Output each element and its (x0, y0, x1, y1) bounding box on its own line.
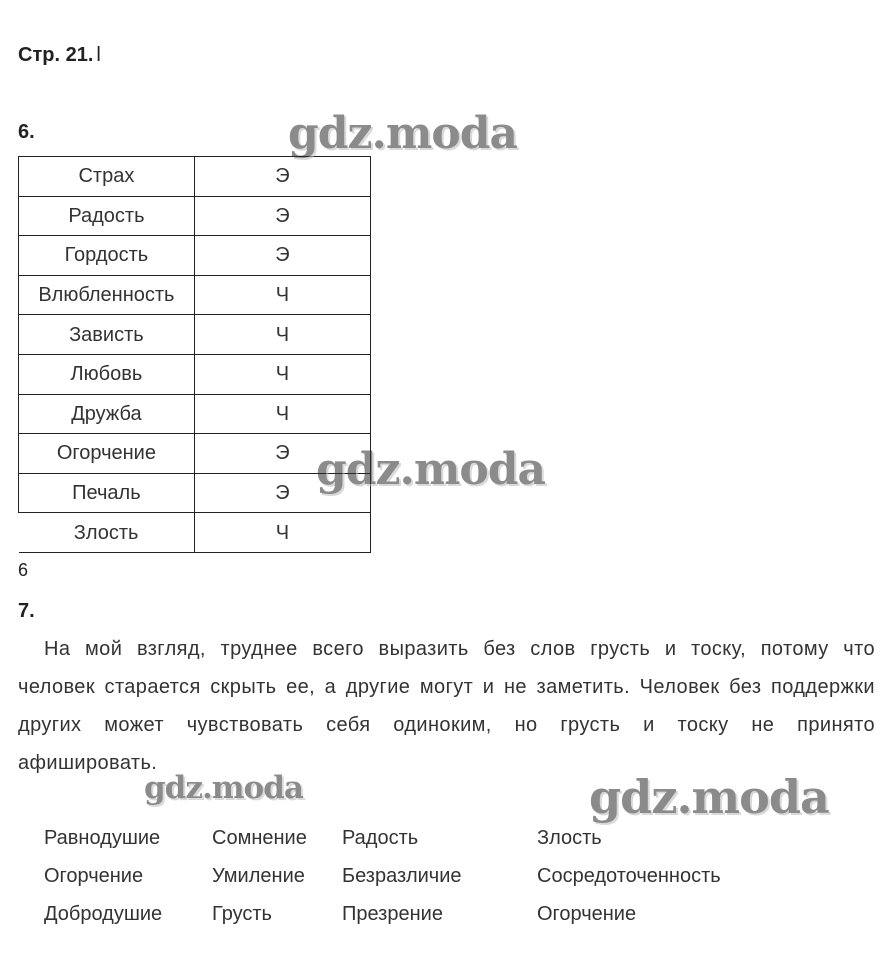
table-row (19, 354, 371, 394)
word-list-item: Радость (342, 827, 419, 849)
emotion-cell: Дружба (19, 394, 195, 434)
stray-character: 6 (18, 560, 29, 580)
answer-paragraph: На мой взгляд, труднее всего выразить без слов грусть и тоску, потому что человек старается скрыть ее, а другие могут и не заметить. Человек без поддержки других может чувствовать себя одиноким, но грусть и тоску не принято афишировать. (18, 638, 875, 774)
watermark: gdz.moda (316, 444, 546, 495)
page-header-trailing-mark: l (96, 44, 101, 66)
emotion-cell: Злость (19, 513, 195, 553)
emotion-cell: Радость (19, 196, 195, 236)
word-list-item: Умиление (212, 865, 305, 887)
emotion-cell: Гордость (19, 236, 195, 276)
watermark: gdz.moda (589, 770, 829, 824)
watermark: gdz.moda (288, 108, 518, 159)
mark-cell: Ч (194, 315, 370, 355)
word-list-item: Грусть (212, 903, 272, 925)
word-list-item: Огорчение (44, 865, 144, 887)
mark-cell: Ч (194, 394, 370, 434)
task-7-number: 7. (18, 600, 35, 622)
mark-cell: Ч (194, 513, 370, 553)
mark-cell: Ч (194, 275, 370, 315)
emotion-cell: Огорчение (19, 434, 195, 474)
word-list-item: Равнодушие (44, 827, 161, 849)
table-row (19, 513, 371, 553)
emotion-cell: Влюбленность (19, 275, 195, 315)
watermark: gdz.moda (144, 770, 303, 806)
task-6-number: 6. (18, 121, 35, 143)
mark-cell: Э (194, 236, 370, 276)
word-list-item: Сомнение (212, 827, 307, 849)
word-list-item: Огорчение (537, 903, 637, 925)
word-list-item: Презрение (342, 903, 443, 925)
table-row (19, 196, 371, 236)
emotion-cell: Зависть (19, 315, 195, 355)
word-list-item: Злость (537, 827, 602, 849)
page-header (18, 44, 101, 67)
table-row (19, 394, 371, 434)
table-row (19, 275, 371, 315)
emotion-cell: Печаль (19, 473, 195, 513)
mark-cell: Э (194, 196, 370, 236)
mark-cell: Э (194, 473, 370, 513)
mark-cell: Э (194, 157, 370, 197)
table-row (19, 157, 371, 197)
mark-cell: Э (194, 434, 370, 474)
emotion-cell: Страх (19, 157, 195, 197)
word-list-item: Сосредоточенность (537, 865, 721, 887)
table-row (19, 315, 371, 355)
mark-cell: Ч (194, 354, 370, 394)
word-list-item: Безразличие (342, 865, 462, 887)
word-list-item: Добродушие (44, 903, 163, 925)
table-row (19, 236, 371, 276)
page-label: Стр. 21. (18, 44, 94, 66)
emotion-cell: Любовь (19, 354, 195, 394)
